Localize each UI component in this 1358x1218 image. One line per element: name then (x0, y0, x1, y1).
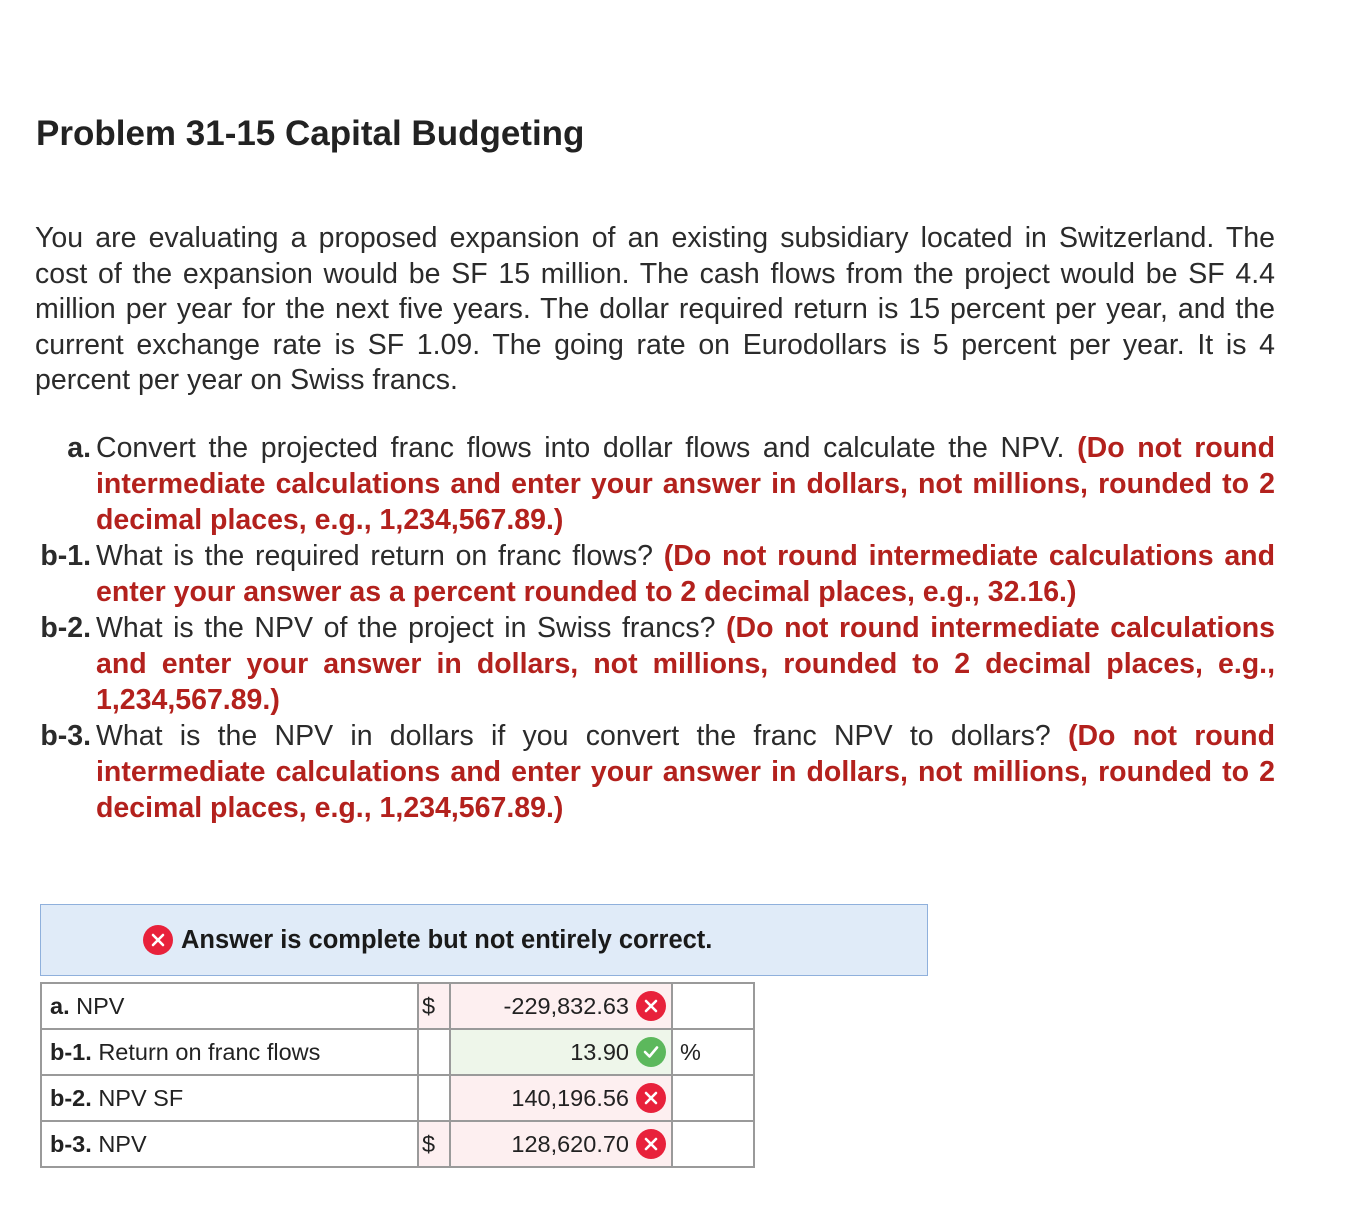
question-hint: (Do not round intermediate calculations and enter your answer in dollars, not millions, rounded to 2 decimal places, e.g., 1,234,567.89.) (96, 432, 1275, 536)
answer-input-cell[interactable] (450, 1029, 672, 1075)
question-b3 (35, 718, 1275, 826)
answer-row-b3 (41, 1121, 754, 1167)
answer-part: b-3. (50, 1130, 92, 1157)
question-label: b-2. (40, 612, 91, 644)
answer-row-b1 (41, 1029, 754, 1075)
incorrect-icon (636, 1083, 666, 1113)
feedback-banner-content (143, 925, 712, 955)
currency-cell: $ (418, 1121, 450, 1167)
answer-value[interactable]: 128,620.70 (511, 1130, 629, 1157)
currency-cell: $ (418, 983, 450, 1029)
problem-statement: You are evaluating a proposed expansion of an existing subsidiary located in Switzerland. The cost of the expansion would be SF 15 million. The cash flows from the project would be SF 4.4 million per year for the next five years. The dollar required return is 15 percent per year, and the current exchange rate is SF 1.09. The going rate on Eurodollars is 5 percent per year. It is 4 percent per year on Swiss francs. (35, 222, 1275, 396)
answer-part: a. (50, 992, 70, 1019)
question-text: What is the NPV of the project in Swiss francs? (96, 612, 716, 644)
feedback-banner (40, 904, 928, 976)
answer-label-cell (41, 983, 418, 1029)
answer-input-cell[interactable] (450, 983, 672, 1029)
answer-label: NPV (98, 1130, 147, 1157)
question-list (35, 430, 1275, 826)
correct-check-icon (636, 1037, 666, 1067)
unit-cell (672, 1121, 754, 1167)
answer-table (40, 982, 755, 1168)
question-text: Convert the projected franc flows into dollar flows and calculate the NPV. (96, 432, 1065, 464)
incorrect-icon (636, 991, 666, 1021)
question-text: What is the required return on franc flows? (96, 540, 653, 572)
question-hint: (Do not round intermediate calculations and enter your answer in dollars, not millions, rounded to 2 decimal places, e.g., 1,234,567.89.) (96, 612, 1276, 716)
question-label: b-1. (40, 540, 91, 572)
answer-part: b-2. (50, 1084, 92, 1111)
answer-part: b-1. (50, 1038, 92, 1065)
answer-label-cell (41, 1029, 418, 1075)
question-label: a. (67, 432, 91, 464)
answer-value[interactable]: 140,196.56 (511, 1084, 629, 1111)
question-hint: (Do not round intermediate calculations and enter your answer as a percent rounded to 2 decimal places, e.g., 32.16.) (96, 540, 1275, 608)
question-a (35, 430, 1275, 538)
answer-value[interactable]: 13.90 (570, 1038, 629, 1065)
feedback-message: Answer is complete but not entirely correct. (181, 925, 713, 954)
answer-row-b2 (41, 1075, 754, 1121)
answer-input-cell[interactable] (450, 1121, 672, 1167)
unit-cell (672, 983, 754, 1029)
answer-label-cell (41, 1121, 418, 1167)
question-text: What is the NPV in dollars if you convert the franc NPV to dollars? (96, 720, 1051, 752)
question-hint: (Do not round intermediate calculations and enter your answer in dollars, not millions, rounded to 2 decimal places, e.g., 1,234,567.89.) (96, 720, 1275, 824)
question-body (96, 430, 1275, 538)
question-body (96, 718, 1275, 826)
currency-cell (418, 1075, 450, 1121)
question-b1 (35, 538, 1275, 610)
question-label: b-3. (40, 720, 91, 752)
answer-label: NPV SF (98, 1084, 184, 1111)
x-circle-icon (143, 925, 173, 955)
answer-input-cell[interactable] (450, 1075, 672, 1121)
question-b2 (35, 610, 1275, 718)
unit-cell: % (672, 1029, 754, 1075)
question-body (96, 610, 1275, 718)
incorrect-icon (636, 1129, 666, 1159)
answer-value[interactable]: -229,832.63 (503, 992, 629, 1019)
currency-cell (418, 1029, 450, 1075)
answer-label-cell (41, 1075, 418, 1121)
unit-cell (672, 1075, 754, 1121)
answer-row-a (41, 983, 754, 1029)
answer-label: Return on franc flows (98, 1038, 321, 1065)
answer-label: NPV (76, 992, 125, 1019)
question-body (96, 538, 1275, 610)
problem-title: Problem 31-15 Capital Budgeting (36, 114, 585, 153)
